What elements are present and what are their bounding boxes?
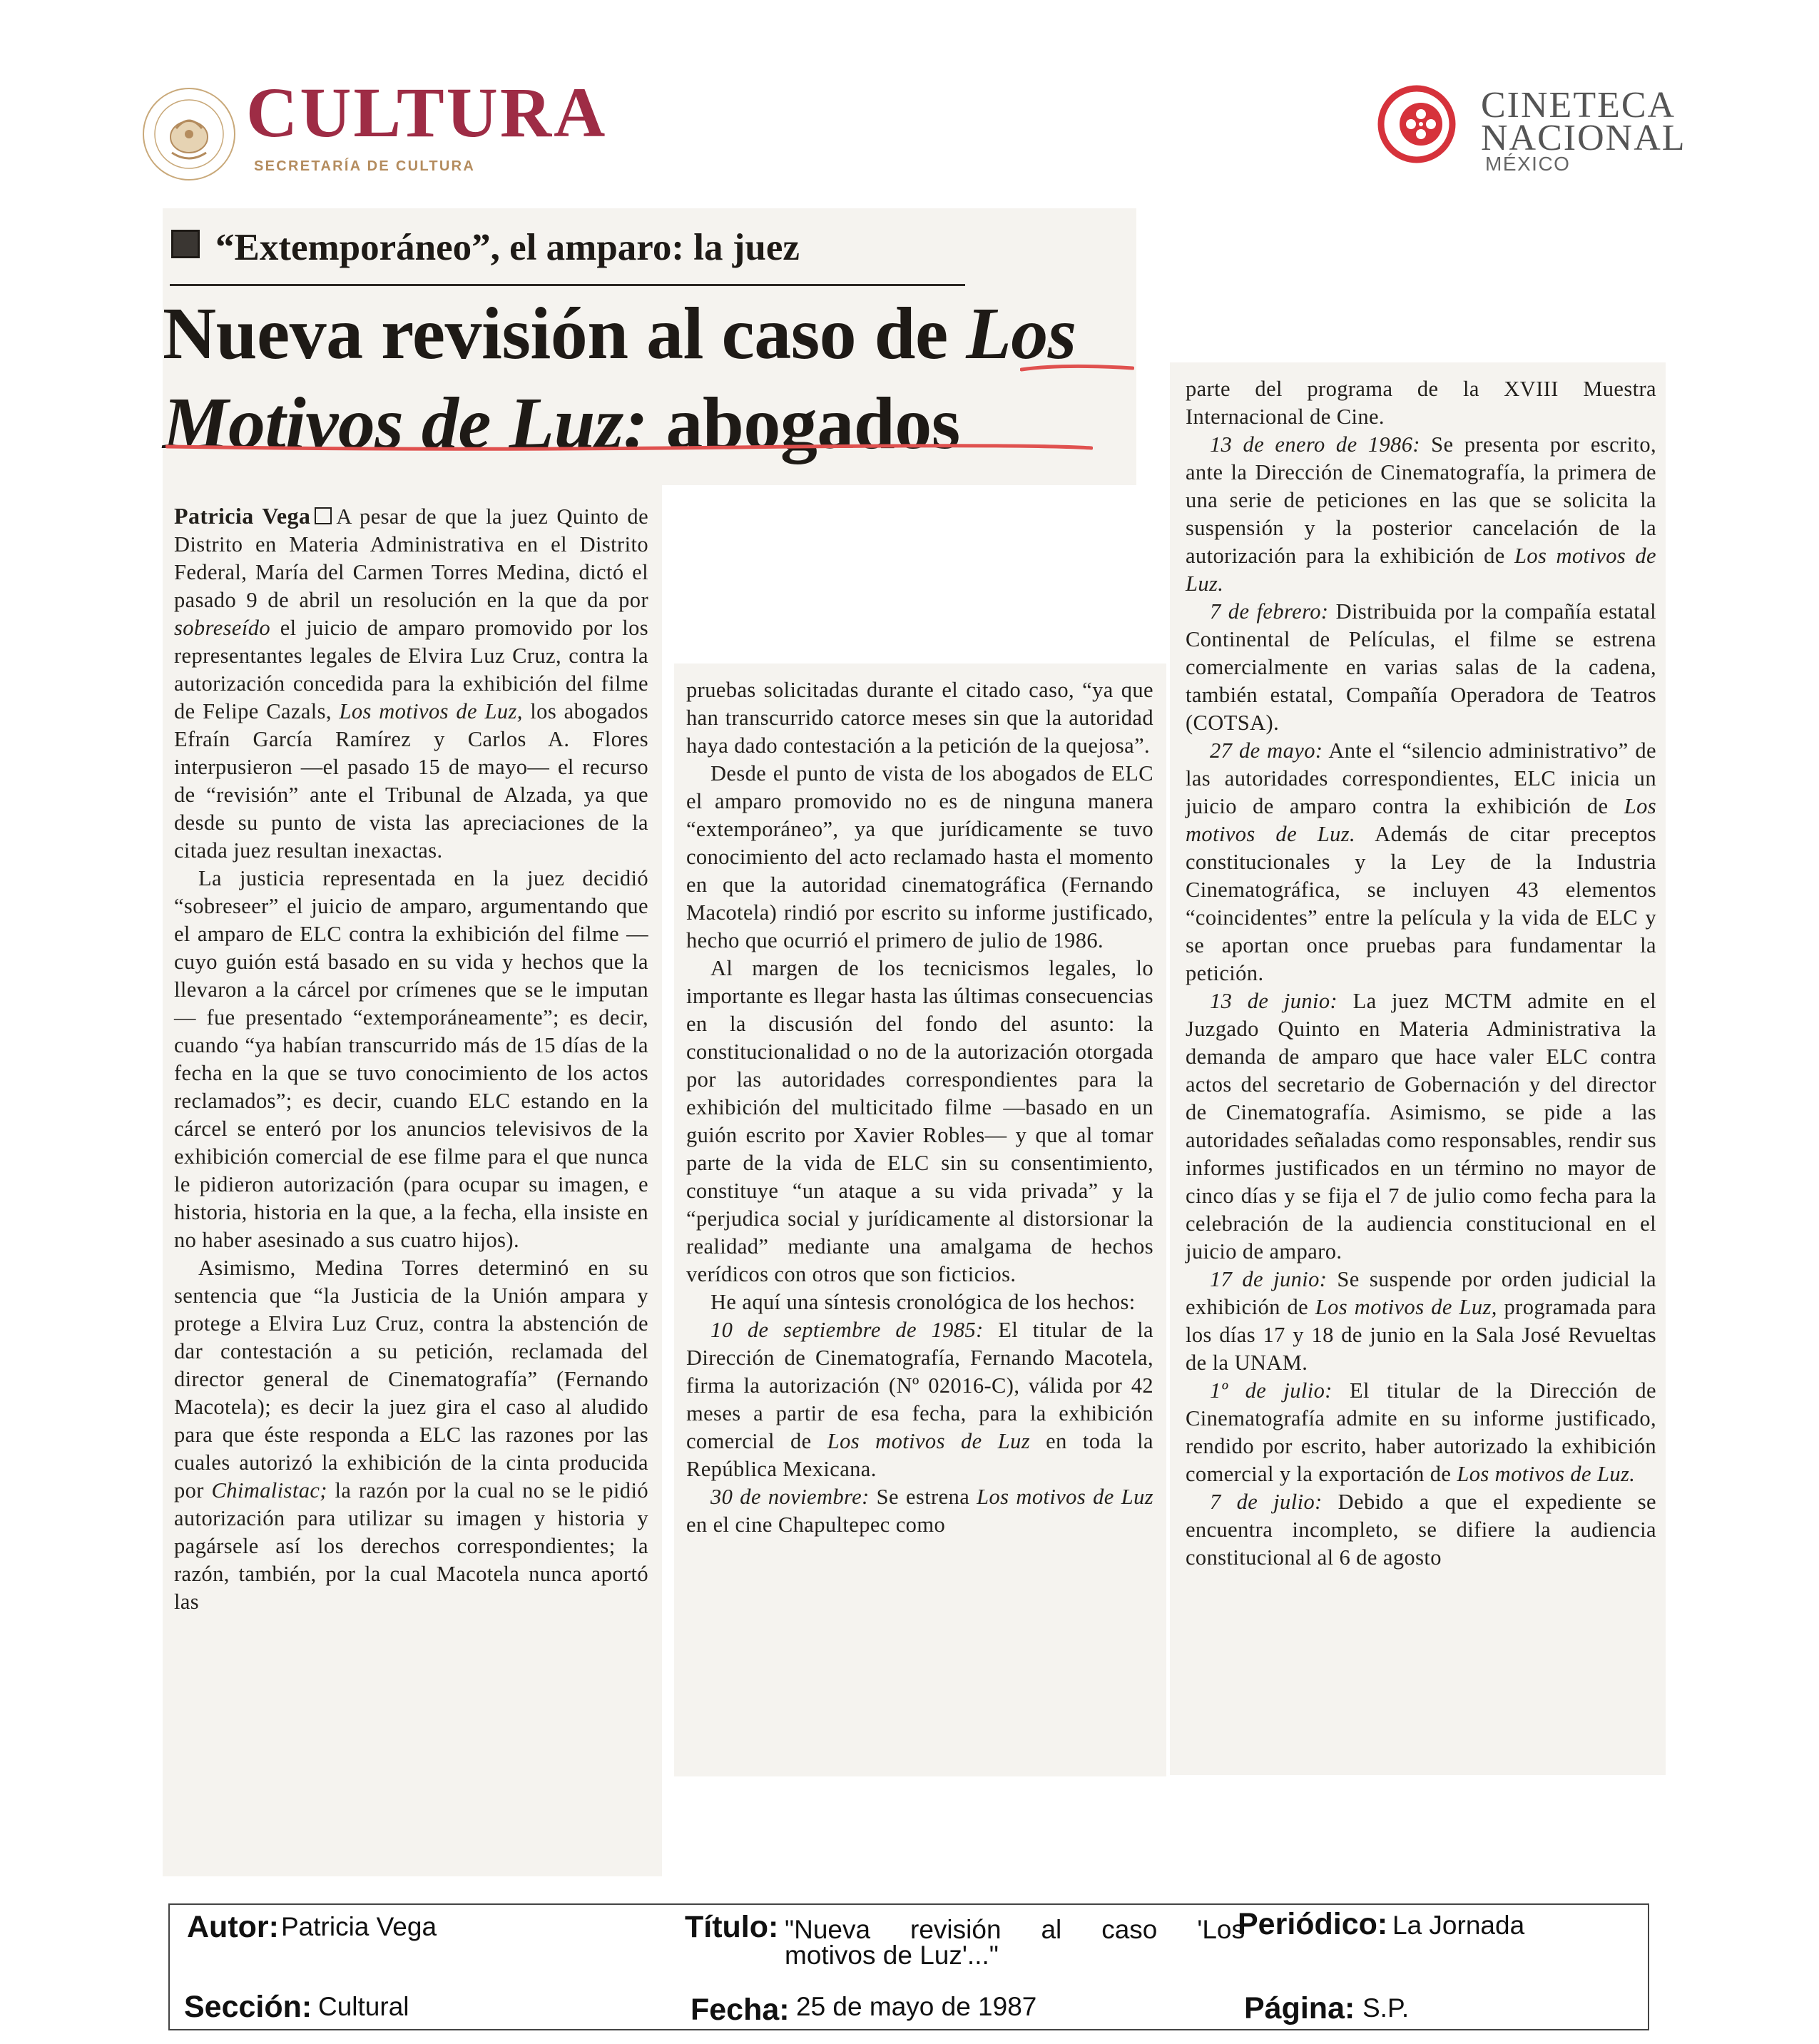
cineteca-name-line1: CINETECA <box>1481 85 1676 126</box>
article-column-2 <box>686 676 1153 1539</box>
kicker-rule <box>170 284 965 286</box>
col2-paragraph-4: He aquí una síntesis cronológica de los hechos: <box>710 1290 1136 1314</box>
col2-paragraph-1: pruebas solicitadas durante el citado caso, “ya que han transcurrido catorce meses sin que la autoridad haya dado contestación a la petición de la quejosa”. <box>686 678 1153 758</box>
red-underline-mark <box>165 441 1093 455</box>
red-underline-mark <box>1020 361 1134 375</box>
autor-value: Patricia Vega <box>281 1912 437 1941</box>
titulo-value-line2: motivos de Luz'..." <box>785 1941 999 1970</box>
col3-paragraph-7: 1º de julio: El titular de la Dirección de Cinematografía admite en su informe justificado, rendido por escrito, haber autorizado la exhibición comercial y la exportación de Los motivos de Luz. <box>1186 1378 1656 1486</box>
headline-film-title: Los Motivos de Luz: <box>163 293 1076 464</box>
headline-part1: Nueva revisión al caso de <box>163 293 967 375</box>
fecha-label: Fecha: <box>691 1993 790 2027</box>
article-kicker <box>171 225 963 271</box>
mexico-seal-logo <box>139 84 239 184</box>
col3-paragraph-1: parte del programa de la XVIII Muestra Internacional de Cine. <box>1186 377 1656 429</box>
col1-paragraph-1: Patricia Vega A pesar de que la juez Quinto de Distrito en Materia Administrativa en el Distrito Federal, María del Carmen Torres Medina, dictó el pasado 9 de abril un resolución en la que da por sobreseído el juicio de amparo promovido por los representantes legales de Elvira Luz Cruz, contra la autorización concedida para la exhibición del filme de Felipe Cazals, Los motivos de Luz, los abogados Efraín García Ramírez y Carlos A. Flores interpusieron —el pasado 15 de mayo— el recurso de “revisión” ante el Tribunal de Alzada, ya que desde su punto de vista las apreciaciones de la citada juez resultan inexactas. <box>174 503 649 863</box>
col2-paragraph-5: 10 de septiembre de 1985: El titular de la Dirección de Cinematografía, Fernando Macotela, firma la autorización (Nº 02016-C), válida por 42 meses a partir de esa fecha, para la exhibición comercial de Los motivos de Luz en toda la República Mexicana. <box>686 1318 1153 1481</box>
article-column-3 <box>1186 375 1656 1572</box>
cineteca-country: MÉXICO <box>1485 153 1571 175</box>
titulo-label: Título: <box>685 1910 779 1944</box>
headline-part2: abogados <box>648 382 960 464</box>
col3-paragraph-4: 27 de mayo: Ante el “silencio administrativo” de las autoridades correspondientes, ELC inicia un juicio de amparo contra la exhibición de Los motivos de Luz. Además de citar preceptos constitucionales y la Ley de la Industria Cinematográfica, se incluyen 43 elementos “coincidentes” entre la película y la vida de ELC y se aportan once pruebas para fundamentar la petición. <box>1186 738 1657 985</box>
col3-paragraph-8: 7 de julio: Debido a que el expediente se encuentra incompleto, se difiere la audiencia constitucional al 6 de agosto <box>1186 1490 1656 1570</box>
periodico-label: Periódico: <box>1238 1907 1388 1941</box>
seccion-value: Cultural <box>318 1992 409 2021</box>
fecha-value: 25 de mayo de 1987 <box>796 1992 1037 2021</box>
cineteca-reel-logo <box>1377 84 1457 164</box>
col2-paragraph-2: Desde el punto de vista de los abogados de ELC el amparo promovido no es de ninguna manera “extemporáneo”, ya que jurídicamente se tuvo conocimiento del acto reclamado hasta el momento en que la autoridad cinematográfica (Fernando Macotela) rindió por escrito su informe justificado, hecho que ocurrió el primero de julio de 1986. <box>686 761 1153 952</box>
cineteca-name-line2: NACIONAL <box>1481 118 1686 158</box>
col2-paragraph-6: 30 de noviembre: Se estrena Los motivos de Luz en el cine Chapultepec como <box>686 1485 1153 1537</box>
col1-paragraph-3: Asimismo, Medina Torres determinó en su sentencia que “la Justicia de la Unión ampara y protege a Elvira Luz Cruz, contra la abstención de dar contestación a su petición, reclamada del director general de Cinematografía” (Fernando Macotela); es decir la juez gira el caso al aludido para que éste responda a ELC las razones por las cuales autorizó la exhibición de la cinta producida por Chimalistac; la razón por la cual no se le pidió autorización para utilizar su imagen y historia y pagársele así los derechos correspondientes; la razón, también, por la cual Macotela nunca aportó las <box>174 1256 648 1614</box>
pagina-label: Página: <box>1244 1991 1355 2025</box>
kicker-text: “Extemporáneo”, el amparo: la juez <box>215 227 800 268</box>
article-column-1 <box>174 502 648 1616</box>
seccion-label: Sección: <box>184 1990 312 2024</box>
titulo-value-line1: "Nueva revisión al caso 'Los <box>785 1915 1245 1944</box>
col3-paragraph-5: 13 de junio: La juez MCTM admite en el Juzgado Quinto en Materia Administrativa la demanda de amparo que hace valer ELC contra actos del secretario de Gobernación y del director de Cinematografía. Asimismo, se pide a las autoridades señaladas como responsables, rendir sus informes justificados en un término no mayor de cinco días y se fija el 7 de julio como fecha para la celebración de la audiencia constitucional en el juicio de amparo. <box>1186 989 1657 1263</box>
col3-paragraph-3: 7 de febrero: Distribuida por la compañía estatal Continental de Películas, el filme se estrena comercialmente en varias salas de la cadena, también estatal, Compañía Operadora de Teatros (COTSA). <box>1186 599 1656 735</box>
pagina-value: S.P. <box>1362 1993 1410 2023</box>
col2-paragraph-3: Al margen de los tecnicismos legales, lo importante es llegar hasta las últimas consecuencias en la discusión del fondo del asunto: la constitucionalidad o no de la autorización otorgada por las autoridades correspondientes para la exhibición del multicitado filme —basado en un guión escrito por Xavier Robles— y que al tomar parte de la vida de ELC sin su consentimiento, constituye “un ataque a su vida privada” y la “perjudica social y jurídicamente al distorsionar la realidad” mediante una amalgama de hechos verídicos con otros que son ficticios. <box>686 956 1153 1286</box>
autor-label: Autor: <box>187 1910 279 1944</box>
col1-paragraph-2: La justicia representada en la juez decidió “sobreseer” el juicio de amparo, argumentando que el amparo de ELC contra la exhibición del filme —cuyo guión está basado en su vida y hechos que la llevaron a la cárcel por crímenes que se le imputan— fue presentado “extemporáneamente”; es decir, cuando “ya habían transcurrido más de 15 días de la fecha en la que se tuvo conocimiento de los actos reclamados”; es decir, cuando ELC estando en la cárcel se enteró por los anuncios televisivos de la exhibición comercial de ese filme para el que nunca le pidieron autorización (para ocupar su imagen, e historia, historia en la que, a la fecha, ella insiste en no haber asesinado a sus cuatro hijos). <box>174 866 648 1252</box>
cultura-title: CULTURA <box>246 73 608 152</box>
col3-paragraph-6: 17 de junio: Se suspende por orden judicial la exhibición de Los motivos de Luz, programada para los días 17 y 18 de junio en la Sala José Revueltas de la UNAM. <box>1186 1267 1656 1375</box>
periodico-value: La Jornada <box>1392 1911 1525 1940</box>
cultura-subtitle: SECRETARÍA DE CULTURA <box>254 158 476 174</box>
kicker-square-icon <box>171 230 200 258</box>
byline-author: Patricia Vega <box>174 503 311 529</box>
byline-box-icon <box>315 507 332 524</box>
col3-paragraph-2: 13 de enero de 1986: Se presenta por escrito, ante la Dirección de Cinematografía, la primera de una serie de peticiones en las que se solicita la suspensión y la posterior cancelación de la autorización para la exhibición de Los motivos de Luz. <box>1186 432 1656 596</box>
